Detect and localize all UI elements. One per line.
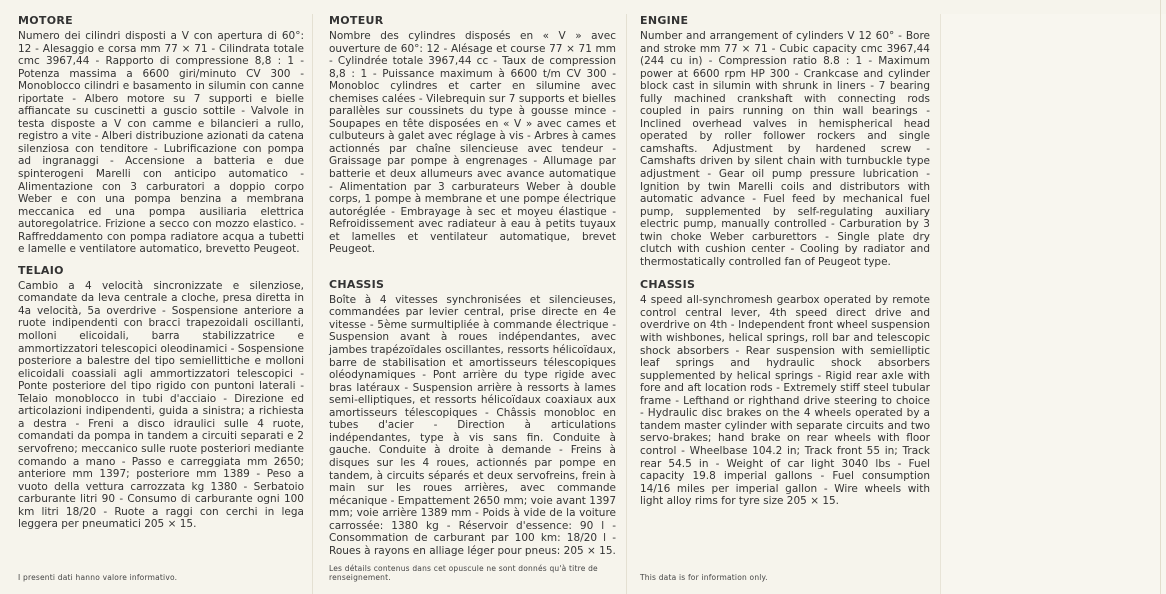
italian-column	[0, 14, 312, 594]
italian-chassis-text: Cambio a 4 velocità sincronizzate e silenziose, comandate da leva centrale a cloche, presa diretta in 4a velocità, 5a overdrive - Sospensione anteriore a ruote indipendenti con bracci trapezoidali oscillanti, molloni elicoidali, barra stabilizzatrice e ammortizzatori telescopici oleodinamici - Sospensione posteriore a balestre del tipo semiellittiche e molloni elicoidali coassiali agli ammortizzatori telescopici - Ponte posteriore del tipo rigido con puntoni laterali - Telaio monoblocco in tubi d'acciaio - Direzione ed articolazioni indipendenti, guida a sinistra; a richiesta a destra - Freni a disco idraulici sulle 4 ruote, comandati da pompa in tandem a circuiti separati e 2 servofreno; meccanico sulle ruote posteriori mediante comando a mano - Passo e carreggiata mm 2650; anteriore mm 1397; posteriore mm 1389 - Peso a vuoto della vettura carrozzata kg 1380 - Serbatoio carburante litri 90 - Consumo di carburante ogni 100 km litri 18/20 - Ruote a raggi con cerchi in lega leggera per pneumatici 205 × 15.	[18, 279, 304, 531]
english-engine-text: Number and arrangement of cylinders V 12 60° - Bore and stroke mm 77 × 71 - Cubic capacity cmc 3967,44 (244 cu in) - Compression ratio 8.8 : 1 - Maximum power at 6600 rpm HP 300 - Crankcase and cylinder block cast in silumin with shrunk in liners - 7 bearing fully machined crankshaft with connecting rods coupled in pairs running on thin wall bearings - Inclined overhead valves in hemispherical head operated by roller follower rockers and single camshafts. Adjustment by hardened screw - Camshafts driven by silent chain with turnbuckle type adjustment - Gear oil pump pressure lubrication - Ignition by twin Marelli coils and distributors with automatic advance - Fuel feed by mechanical fuel pump, supplemented by self-regulating auxiliary electric pump, manually controlled - Carburation by 3 twin choke Weber carburettors - Single plate dry clutch with cushion center - Cooling by radiator and thermostatically controlled fan of Peugeot type.	[640, 30, 930, 268]
french-chassis-text: Boîte à 4 vitesses synchronisées et silencieuses, commandées par levier central, prise directe en 4e vitesse - 5ème surmultipliée à commande électrique - Suspension avant à roues indépendantes, avec jambes trapézoïdales oscillantes, ressorts hélicoïdaux, barre de stabilisation et amortisseurs télescopiques oléodynamiques - Pont arrière du type rigide avec bras latéraux - Suspension arrière à ressorts à lames semi-elliptiques, et ressorts hélicoïdaux coaxiaux aux amortisseurs télescopiques - Châssis monobloc en tubes d'acier - Direction à articulations indépendantes, type à vis sans fin. Conduite à gauche. Conduite à droite à demande - Freins à disques sur les 4 roues, actionnés par pompe en tandem, à circuits séparés et deux servofreins, frein à main sur les roues arrières, avec commande mécanique - Empattement 2650 mm; voie avant 1397 mm; voie arrière 1389 mm - Poids à vide de la voiture carrossée: 1380 kg - Réservoir d'essence: 90 l - Consommation de carburant par 100 km: 18/20 l - Roues à rayons en alliage léger pour pneus: 205 × 15.	[329, 293, 616, 557]
english-chassis-heading: CHASSIS	[640, 278, 696, 292]
french-engine-heading: MOTEUR	[329, 14, 384, 27]
italian-footnote: I presenti dati hanno valore informativo.	[18, 573, 178, 582]
fold-line	[1160, 0, 1161, 594]
french-engine-text: Nombre des cylindres disposés en « V » avec ouverture de 60°: 12 - Alésage et course 77 × 71 mm - Cylindrée totale 3967,44 cc - Taux de compression 8,8 : 1 - Puissance maximum à 6600 t/m CV 300 - Monobloc cylindres et carter en silumine avec chemises calées - Vilebrequin sur 7 supports et bielles parallèles sur coussinets du type à gousse mince - Soupapes en tête disposées en « V » avec cames et culbuteurs à galet avec réglage à vis - Arbres à cames actionnés par chaîne silencieuse avec tendeur - Graissage par pompe à engrenages - Allumage par batterie et deux allumeurs avec avance automatique - Alimentation par 3 carburateurs Weber à double corps, 1 pompe à membrane et une pompe électrique autoréglée - Embrayage à sec et moyeu élastique - Refroidissement avec radiateur à eau à petits tuyaux et lamelles et ventilateur automatique, brevet Peugeot.	[329, 30, 616, 256]
english-engine-heading: ENGINE	[640, 14, 689, 27]
blank-fold-panel	[940, 14, 1166, 594]
english-footnote: This data is for information only.	[640, 573, 768, 582]
english-chassis-text: 4 speed all-synchromesh gearbox operated by remote control central lever, 4th speed direct drive and overdrive on 4th - Independent front wheel suspension with wishbones, helical springs, roll bar and telescopic shock absorbers - Rear suspension with semielliptic leaf springs and hydraulic shock absorbers supplemented by helical springs - Rigid rear axle with fore and aft location rods - Extremely stiff steel tubular frame - Lefthand or righthand drive steering to choice - Hydraulic disc brakes on the 4 wheels operated by a tandem master cylinder with separate circuits and two servo-brakes; hand brake on rear wheels with floor control - Wheelbase 104.2 in; Track front 55 in; Track rear 54.5 in - Weight of car light 3040 lbs - Fuel capacity 19.8 imperial gallons - Fuel consumption 14/16 miles per imperial gallon - Wire wheels with light alloy rims for tyre size 205 × 15.	[640, 294, 930, 508]
italian-chassis-heading: TELAIO	[18, 263, 64, 277]
italian-engine-heading: MOTORE	[18, 14, 73, 27]
english-column	[626, 14, 940, 594]
french-footnote: Les détails contenus dans cet opuscule ne sont donnés qu'à titre de renseignement.	[329, 564, 598, 582]
french-column	[312, 14, 626, 594]
italian-engine-text: Numero dei cilindri disposti a V con apertura di 60°: 12 - Alesaggio e corsa mm 77 × 71 - Cilindrata totale cmc 3967,44 - Rapporto di compressione 8,8 : 1 - Potenza massima a 6600 giri/minuto CV 300 - Monoblocco cilindri e basamento in silumin con canne riportate - Albero motore su 7 supporti e bielle affiancate su cuscinetti a guscio sottile - Valvole in testa disposte a V con camme e bilancieri a rullo, registro a vite - Alberi distribuzione azionati da catena silenziosa con tenditore - Lubrificazione con pompa ad ingranaggi - Accensione a batteria e due spinterogeni Marelli con anticipo automatico - Alimentazione con 3 carburatori a doppio corpo Weber e con una pompa benzina a membrana meccanica ed una pompa ausiliaria elettrica autoregolatrice. Frizione a secco con mozzo elastico. - Raffreddamento con pompa radiatore acqua a tubetti e lamelle e ventilatore automatico, brevetto Peugeot.	[18, 30, 304, 256]
french-chassis-heading: CHASSIS	[329, 277, 385, 291]
